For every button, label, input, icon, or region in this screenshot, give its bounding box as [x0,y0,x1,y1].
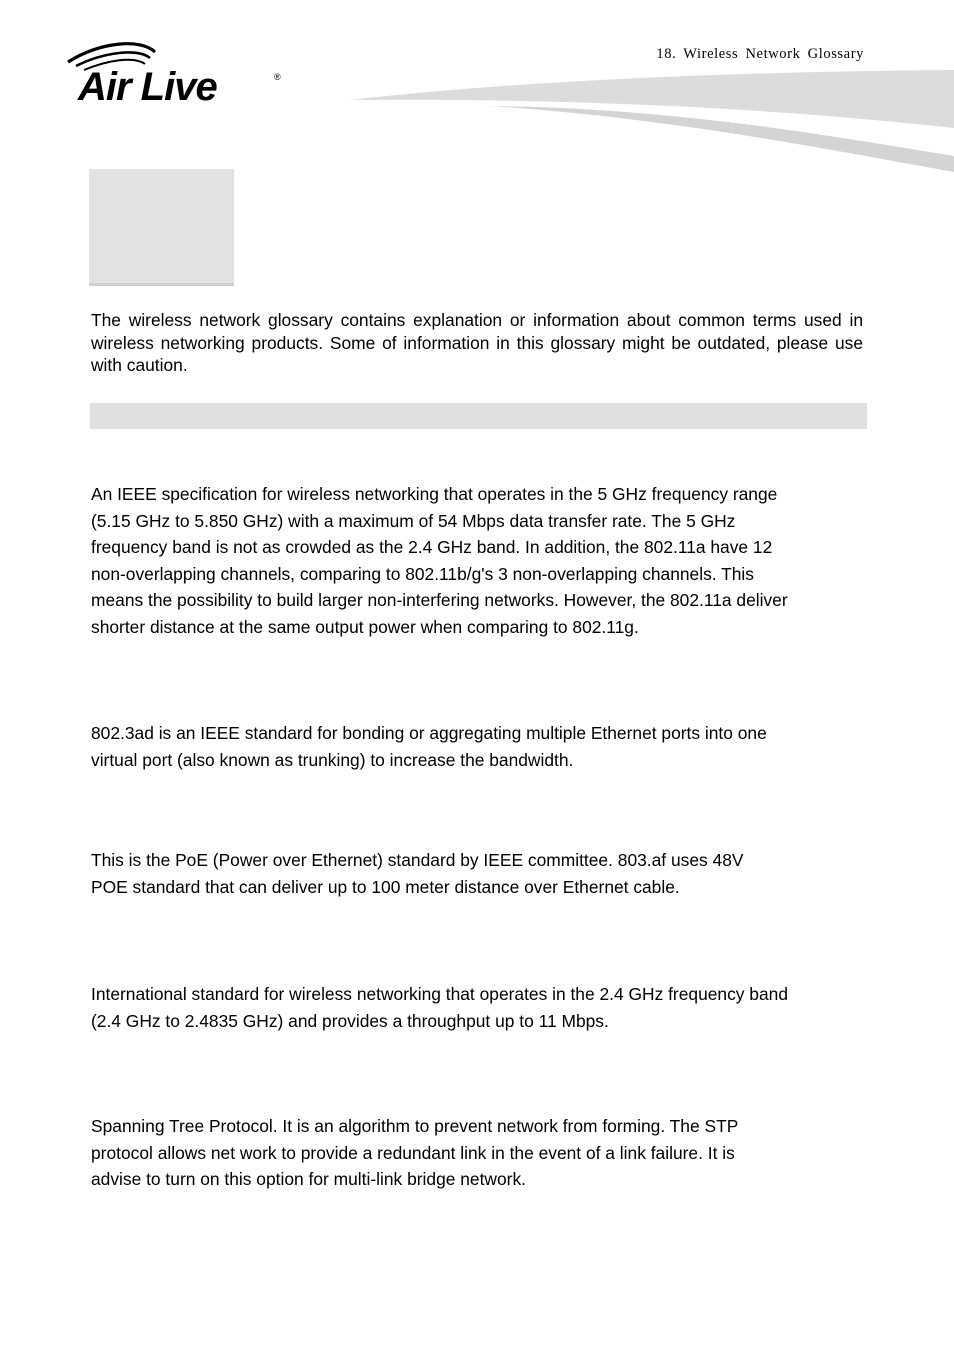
registered-mark: ® [274,72,281,82]
logo-text: Air Live [78,65,217,109]
entry-line: International standard for wireless networking that operates in the 2.4 GHz frequency band [91,984,788,1004]
entry-line: This is the PoE (Power over Ethernet) standard by IEEE committee. 803.af uses 48V [91,850,744,870]
glossary-entry-stp [91,1113,881,1193]
glossary-entry-8023ad [91,720,881,773]
section-heading-bar [90,403,867,429]
entry-line: (5.15 GHz to 5.850 GHz) with a maximum of 54 Mbps data transfer rate. The 5 GHz [91,510,736,531]
entry-line: frequency band is not as crowded as the 2.4 GHz band. In addition, the 802.11a have 12 [91,537,773,557]
entry-line: (2.4 GHz to 2.4835 GHz) and provides a throughput up to 11 Mbps. [91,1010,609,1031]
entry-line: advise to turn on this option for multi-link bridge network. [91,1169,526,1189]
entry-line: shorter distance at the same output power when comparing to 802.11g. [91,616,639,637]
chapter-header: 18. Wireless Network Glossary [656,46,864,62]
entry-line: means the possibility to build larger non-interfering networks. However, the 802.11a deliver [91,590,788,610]
glossary-entry-8023af [91,847,881,900]
entry-line: non-overlapping channels, comparing to 802.11b/g's 3 non-overlapping channels. This [91,563,754,584]
entry-line: An IEEE specification for wireless networking that operates in the 5 GHz frequency range [91,484,778,504]
airlive-logo [60,40,290,110]
glossary-entry-80211a [91,481,881,640]
header-swoosh-decoration [340,64,954,184]
entry-line: POE standard that can deliver up to 100 meter distance over Ethernet cable. [91,876,680,897]
entry-line: virtual port (also known as trunking) to increase the bandwidth. [91,749,574,770]
entry-line: Spanning Tree Protocol. It is an algorithm to prevent network from forming. The STP [91,1116,739,1136]
entry-line: protocol allows net work to provide a redundant link in the event of a link failure. It is [91,1142,735,1163]
chapter-number-box [89,169,234,286]
entry-line: 802.3ad is an IEEE standard for bonding or aggregating multiple Ethernet ports into one [91,723,767,743]
intro-paragraph: The wireless network glossary contains explanation or information about common terms used in wireless networking products. Some of information in this glossary might be outdated, please use with caution. [91,310,863,375]
glossary-entry-80211b [91,981,881,1034]
